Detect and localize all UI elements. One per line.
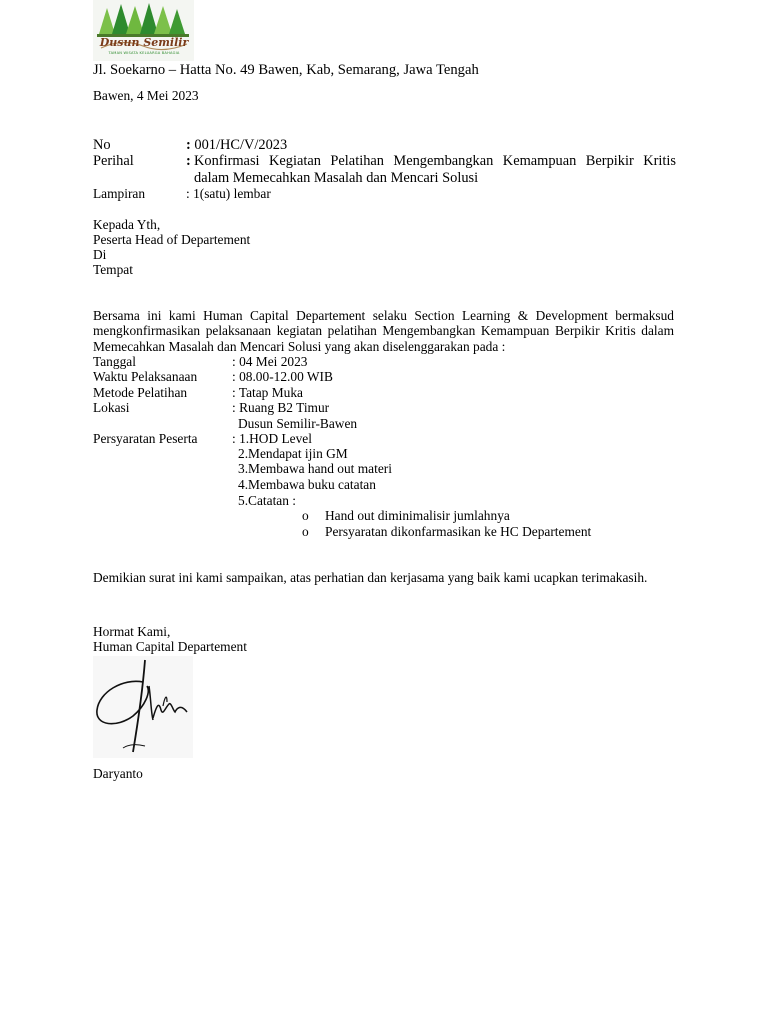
no-value: 001/HC/V/2023	[194, 137, 288, 153]
recipient-line-3: Di	[93, 247, 107, 262]
note-1: Hand out diminimalisir jumlahnya	[325, 508, 510, 523]
recipient-line-4: Tempat	[93, 262, 133, 277]
tanggal-label: Tanggal	[93, 354, 136, 369]
requirement-2: 2.Mendapat ijin GM	[238, 446, 348, 461]
waktu-value: : 08.00-12.00 WIB	[232, 369, 333, 384]
signoff-line-1: Hormat Kami,	[93, 624, 171, 639]
recipient-line-1: Kepada Yth,	[93, 217, 161, 232]
requirement-1: : 1.HOD Level	[232, 431, 312, 446]
signoff-line-2: Human Capital Departement	[93, 639, 247, 654]
tanggal-value: : 04 Mei 2023	[232, 354, 308, 369]
no-colon: :	[186, 137, 191, 153]
signer-name: Daryanto	[93, 766, 143, 781]
persyaratan-label: Persyaratan Peserta	[93, 431, 198, 446]
lampiran-value: : 1(satu) lembar	[186, 186, 271, 201]
note-2: Persyaratan dikonfarmasikan ke HC Departement	[325, 524, 592, 539]
lokasi-value-1: : Ruang B2 Timur	[232, 400, 330, 415]
perihal-label: Perihal	[93, 153, 134, 169]
metode-label: Metode Pelatihan	[93, 385, 188, 400]
waktu-label: Waktu Pelaksanaan	[93, 369, 198, 384]
intro-paragraph: Bersama ini kami Human Capital Departement selaku Section Learning & Development bermaksud mengkonfirmasikan pelaksanaan kegiatan pelatihan Mengembangkan Kemampuan Berpikir Kritis dalam Memecahkan Masalah dan Mencari Solusi yang akan diselenggarakan pada :	[93, 308, 674, 354]
perihal-value: Konfirmasi Kegiatan Pelatihan Mengembangkan Kemampuan Berpikir Kritis dalam Memecahkan Masalah dan Mencari Solusi	[194, 153, 676, 186]
signature-image	[93, 656, 193, 758]
signature-icon	[93, 656, 193, 758]
recipient-line-2: Peserta Head of Departement	[93, 232, 251, 247]
company-address: Jl. Soekarno – Hatta No. 49 Bawen, Kab, Semarang, Jawa Tengah	[93, 62, 479, 78]
lokasi-value-2: Dusun Semilir-Bawen	[238, 416, 358, 431]
no-label: No	[93, 137, 111, 153]
perihal-colon: :	[186, 153, 191, 169]
lokasi-label: Lokasi	[93, 400, 130, 415]
closing-paragraph: Demikian surat ini kami sampaikan, atas perhatian dan kerjasama yang baik kami ucapkan terimakasih.	[93, 570, 648, 585]
bullet-icon: o	[302, 508, 309, 523]
logo-tagline: TAMAN WISATA KELUARGA BAHAGIA	[108, 51, 180, 55]
company-logo	[93, 0, 194, 61]
requirement-4: 4.Membawa buku catatan	[238, 477, 376, 492]
letter-date: Bawen, 4 Mei 2023	[93, 88, 199, 103]
logo-text: Dusun Semilir	[99, 36, 189, 49]
requirement-5: 5.Catatan :	[238, 493, 297, 508]
requirement-3: 3.Membawa hand out materi	[238, 461, 392, 476]
bullet-icon: o	[302, 524, 309, 539]
no-row	[186, 137, 287, 154]
metode-value: : Tatap Muka	[232, 385, 303, 400]
lampiran-label: Lampiran	[93, 186, 146, 201]
